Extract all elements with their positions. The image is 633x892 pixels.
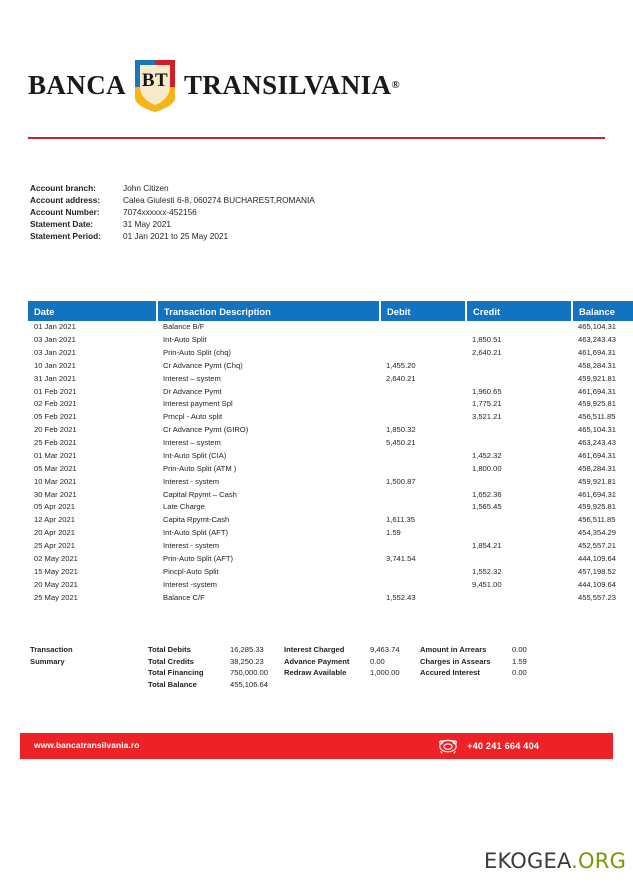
cell-balance: 461,694.31: [578, 450, 617, 460]
column-header-date: Date: [28, 301, 157, 321]
cell-description: Int-Auto Split (AFT): [163, 528, 228, 538]
summary-value-advance-payment: 0.00: [370, 656, 385, 666]
cell-balance: 465,104.31: [578, 425, 617, 435]
cell-balance: 459,925.81: [578, 399, 617, 409]
watermark-tld: .ORG: [571, 849, 627, 873]
summary-label-advance-payment: Advance Payment: [284, 656, 350, 666]
cell-description: Late Charge: [163, 502, 205, 512]
table-row: [28, 501, 633, 514]
cell-date: 10 Jan 2021: [34, 360, 76, 370]
table-row: [28, 540, 633, 553]
cell-credit: 1,452.32: [472, 450, 502, 460]
cell-balance: 456,511.85: [578, 515, 616, 525]
cell-credit: [466, 527, 572, 540]
cell-description: Interest - system: [163, 541, 220, 551]
cell-description: Pincpl-Auto Split: [163, 566, 219, 576]
cell-date: 25 Apr 2021: [34, 541, 75, 551]
cell-balance: 454,354.29: [578, 528, 617, 538]
cell-credit: [466, 360, 572, 373]
cell-credit: 1,850.51: [472, 335, 502, 345]
cell-date: 02 May 2021: [34, 553, 78, 563]
table-row: [28, 373, 633, 386]
account-detail-row: [30, 230, 315, 242]
cell-description: Dr Advance Pymt: [163, 386, 222, 396]
cell-description: Interest -system: [163, 579, 218, 589]
cell-debit: 1.59: [386, 528, 401, 538]
footer-contact: [438, 737, 539, 755]
table-row: [28, 591, 633, 604]
table-row: [28, 553, 633, 566]
cell-debit: [380, 321, 466, 334]
cell-description: Prin-Auto Split (chq): [163, 347, 231, 357]
cell-credit: 9,451.00: [472, 579, 502, 589]
cell-debit: 3,741.54: [386, 553, 416, 563]
cell-description: Interest – system: [163, 373, 221, 383]
table-row: [28, 334, 633, 347]
cell-credit: 1,854.21: [472, 541, 502, 551]
summary-label-amount-in-arrears: Amount in Arrears: [420, 645, 487, 654]
logo-word-transilvania: TRANSILVANIA: [184, 69, 392, 100]
account-detail-row: [30, 194, 315, 206]
cell-debit: [380, 411, 466, 424]
column-header-debit: Debit: [380, 301, 466, 321]
cell-debit: [380, 463, 466, 476]
header-divider: [28, 137, 605, 139]
statement-period-value: 01 Jan 2021 to 25 May 2021: [123, 231, 229, 242]
cell-debit: [380, 398, 466, 411]
cell-debit: [380, 450, 466, 463]
table-row: [28, 488, 633, 501]
cell-credit: [466, 321, 572, 334]
summary-value-total-financing: 750,000.00: [230, 668, 269, 678]
cell-balance: 461,694.31: [578, 347, 617, 357]
cell-debit: [380, 501, 466, 514]
cell-credit: [466, 514, 572, 527]
footer-bar: [20, 733, 613, 759]
footer-phone-number: +40 241 664 404: [467, 741, 540, 751]
transactions-table: [28, 301, 633, 604]
summary-label-total-debits: Total Debits: [148, 645, 191, 654]
table-row: [28, 437, 633, 450]
cell-description: Prncpl - Auto split: [163, 412, 223, 422]
summary-label-accured-interest: Accured Interest: [420, 668, 480, 678]
table-row: [28, 579, 633, 592]
table-row: [28, 424, 633, 437]
account-detail-row: [30, 206, 315, 218]
summary-label-interest-charged: Interest Charged: [284, 645, 345, 654]
bt-shield-icon: [133, 57, 177, 113]
cell-balance: 452,557.21: [578, 541, 617, 551]
cell-credit: [466, 553, 572, 566]
account-branch-label: Account branch:: [30, 183, 96, 193]
logo-word-banca: BANCA: [28, 69, 127, 100]
cell-debit: [380, 488, 466, 501]
column-header-balance: Balance: [572, 301, 633, 321]
table-row: [28, 514, 633, 527]
column-header-description: Transaction Description: [157, 301, 380, 321]
cell-credit: 1,800.00: [472, 463, 502, 473]
account-details: [30, 182, 315, 242]
summary-label-total-financing: Total Financing: [148, 668, 204, 678]
cell-balance: 461,694.31: [578, 386, 617, 396]
cell-date: 01 Feb 2021: [34, 386, 77, 396]
summary-label-total-credits: Total Credits: [148, 656, 194, 666]
cell-description: Int-Auto Split (CIA): [163, 450, 227, 460]
cell-debit: [380, 540, 466, 553]
table-row: [28, 527, 633, 540]
cell-balance: 459,925.81: [578, 502, 617, 512]
cell-description: Prin-Auto Split (AFT): [163, 553, 234, 563]
bank-logo: [28, 55, 400, 115]
table-row: [28, 321, 633, 334]
watermark-name: EKOGEA: [484, 849, 572, 873]
account-detail-row: [30, 182, 315, 194]
cell-credit: 3,521.21: [472, 412, 502, 422]
ekogea-watermark: [484, 849, 626, 873]
table-row: [28, 398, 633, 411]
table-body: [28, 321, 633, 604]
cell-date: 10 Mar 2021: [34, 476, 77, 486]
summary-label-total-balance: Total Balance: [148, 679, 197, 689]
cell-credit: [466, 591, 572, 604]
cell-description: Interest – system: [163, 438, 221, 448]
statement-date-value: 31 May 2021: [123, 219, 171, 230]
cell-credit: 1,775.21: [472, 399, 502, 409]
statement-period-label: Statement Period:: [30, 231, 101, 242]
cell-debit: 5,450.21: [386, 438, 416, 448]
cell-description: Capital Rpymt – Cash: [163, 489, 237, 499]
summary-value-total-debits: 16,285.33: [230, 645, 264, 654]
cell-date: 20 May 2021: [34, 579, 78, 589]
account-address-label: Account address:: [30, 195, 101, 206]
cell-credit: 2,640.21: [472, 347, 502, 357]
cell-debit: [380, 566, 466, 579]
cell-balance: 444,109.64: [578, 579, 617, 589]
account-branch-value: John Citizen: [123, 183, 169, 193]
account-address-value: Calea Giulesti 6-8, 060274 BUCHAREST,ROMANIA: [123, 195, 315, 206]
table-row: [28, 450, 633, 463]
cell-date: 01 Jan 2021: [34, 322, 76, 332]
account-detail-row: [30, 218, 315, 230]
account-number-label: Account Number:: [30, 207, 100, 218]
summary-value-total-balance: 455,106.64: [230, 679, 269, 689]
cell-credit: 1,565.45: [472, 502, 502, 512]
summary-grid: [30, 644, 552, 690]
cell-credit: 1,552.32: [472, 566, 502, 576]
cell-credit: [466, 424, 572, 437]
cell-debit: 2,640.21: [386, 373, 416, 383]
summary-value-total-credits: 38,250.23: [230, 656, 264, 666]
cell-date: 31 Jan 2021: [34, 373, 76, 383]
account-number-value: 7074xxxxxx-452156: [123, 207, 197, 218]
table-header: [28, 301, 633, 321]
summary-value-redraw-available: 1,000.00: [370, 668, 400, 678]
cell-description: Balance B/F: [163, 322, 205, 332]
cell-date: 30 Mar 2021: [34, 489, 77, 499]
cell-credit: [466, 476, 572, 489]
cell-balance: 459,921.81: [578, 373, 617, 383]
cell-date: 25 May 2021: [34, 592, 78, 602]
cell-date: 02 Feb 2021: [34, 399, 77, 409]
table-header-row: [28, 301, 633, 321]
cell-balance: 459,921.81: [578, 476, 617, 486]
cell-description: Balance C/F: [163, 592, 205, 602]
cell-date: 20 Apr 2021: [34, 528, 75, 538]
cell-date: 05 Feb 2021: [34, 412, 77, 422]
footer-website-link[interactable]: www.bancatransilvania.ro: [34, 740, 140, 750]
cell-debit: [380, 347, 466, 360]
cell-date: 03 Jan 2021: [34, 347, 76, 357]
cell-debit: 1,455.20: [386, 360, 416, 370]
cell-credit: 1,960.65: [472, 386, 502, 396]
summary-value-accured-interest: 0.00: [512, 668, 527, 678]
summary-label-redraw-available: Redraw Available: [284, 668, 347, 678]
summary-value-interest-charged: 9,463.74: [370, 645, 400, 654]
cell-balance: 455,557.23: [578, 592, 617, 602]
cell-description: Cr Advance Pymt (GIRO): [163, 425, 249, 435]
cell-debit: 1,850.32: [386, 425, 416, 435]
table-row: [28, 566, 633, 579]
summary-value-charges-in-assears: 1.59: [512, 656, 527, 666]
cell-balance: 456,511.85: [578, 412, 616, 422]
summary-title-line1: Transaction: [30, 645, 73, 654]
cell-description: Interest payment Spl: [163, 399, 233, 409]
shield-label-bt: BT: [141, 70, 169, 91]
table-row: [28, 360, 633, 373]
cell-debit: [380, 579, 466, 592]
cell-balance: 463,243.43: [578, 438, 617, 448]
cell-date: 20 Feb 2021: [34, 425, 77, 435]
cell-date: 25 Feb 2021: [34, 438, 77, 448]
cell-description: Prin-Auto Split (ATM ): [163, 463, 237, 473]
cell-balance: 461,694.31: [578, 489, 617, 499]
cell-balance: 444,109.64: [578, 553, 617, 563]
table-row: [28, 411, 633, 424]
column-header-credit: Credit: [466, 301, 572, 321]
summary-value-amount-in-arrears: 0.00: [512, 645, 527, 654]
cell-balance: 463,243.43: [578, 335, 617, 345]
table-row: [28, 463, 633, 476]
cell-date: 03 Jan 2021: [34, 335, 76, 345]
cell-balance: 458,284.31: [578, 463, 617, 473]
cell-credit: 1,652.36: [472, 489, 502, 499]
cell-credit: [466, 373, 572, 386]
telephone-icon: [438, 737, 458, 755]
cell-date: 05 Apr 2021: [34, 502, 75, 512]
cell-debit: 1,611.35: [386, 515, 415, 525]
cell-debit: 1,500.87: [386, 476, 416, 486]
table-row: [28, 347, 633, 360]
summary-label-charges-in-assears: Charges in Assears: [420, 656, 491, 666]
cell-debit: [380, 385, 466, 398]
cell-debit: 1,552.43: [386, 592, 416, 602]
statement-date-label: Statement Date:: [30, 219, 94, 230]
cell-date: 05 Mar 2021: [34, 463, 77, 473]
cell-description: Capita Rpymt-Cash: [163, 515, 230, 525]
transaction-summary: [30, 644, 552, 690]
cell-balance: 458,284.31: [578, 360, 617, 370]
registered-trademark-icon: ®: [391, 79, 400, 91]
summary-title-line2: Summary: [30, 656, 65, 666]
cell-date: 12 Apr 2021: [34, 515, 75, 525]
table-row: [28, 385, 633, 398]
cell-description: Int-Auto Split: [163, 335, 207, 345]
cell-date: 15 May 2021: [34, 566, 78, 576]
cell-balance: 465,104.31: [578, 322, 617, 332]
cell-description: Interest - system: [163, 476, 220, 486]
cell-credit: [466, 437, 572, 450]
cell-debit: [380, 334, 466, 347]
cell-balance: 457,198.52: [578, 566, 617, 576]
cell-date: 01 Mar 2021: [34, 450, 77, 460]
cell-description: Cr Advance Pymt (Chq): [163, 360, 243, 370]
table-row: [28, 476, 633, 489]
